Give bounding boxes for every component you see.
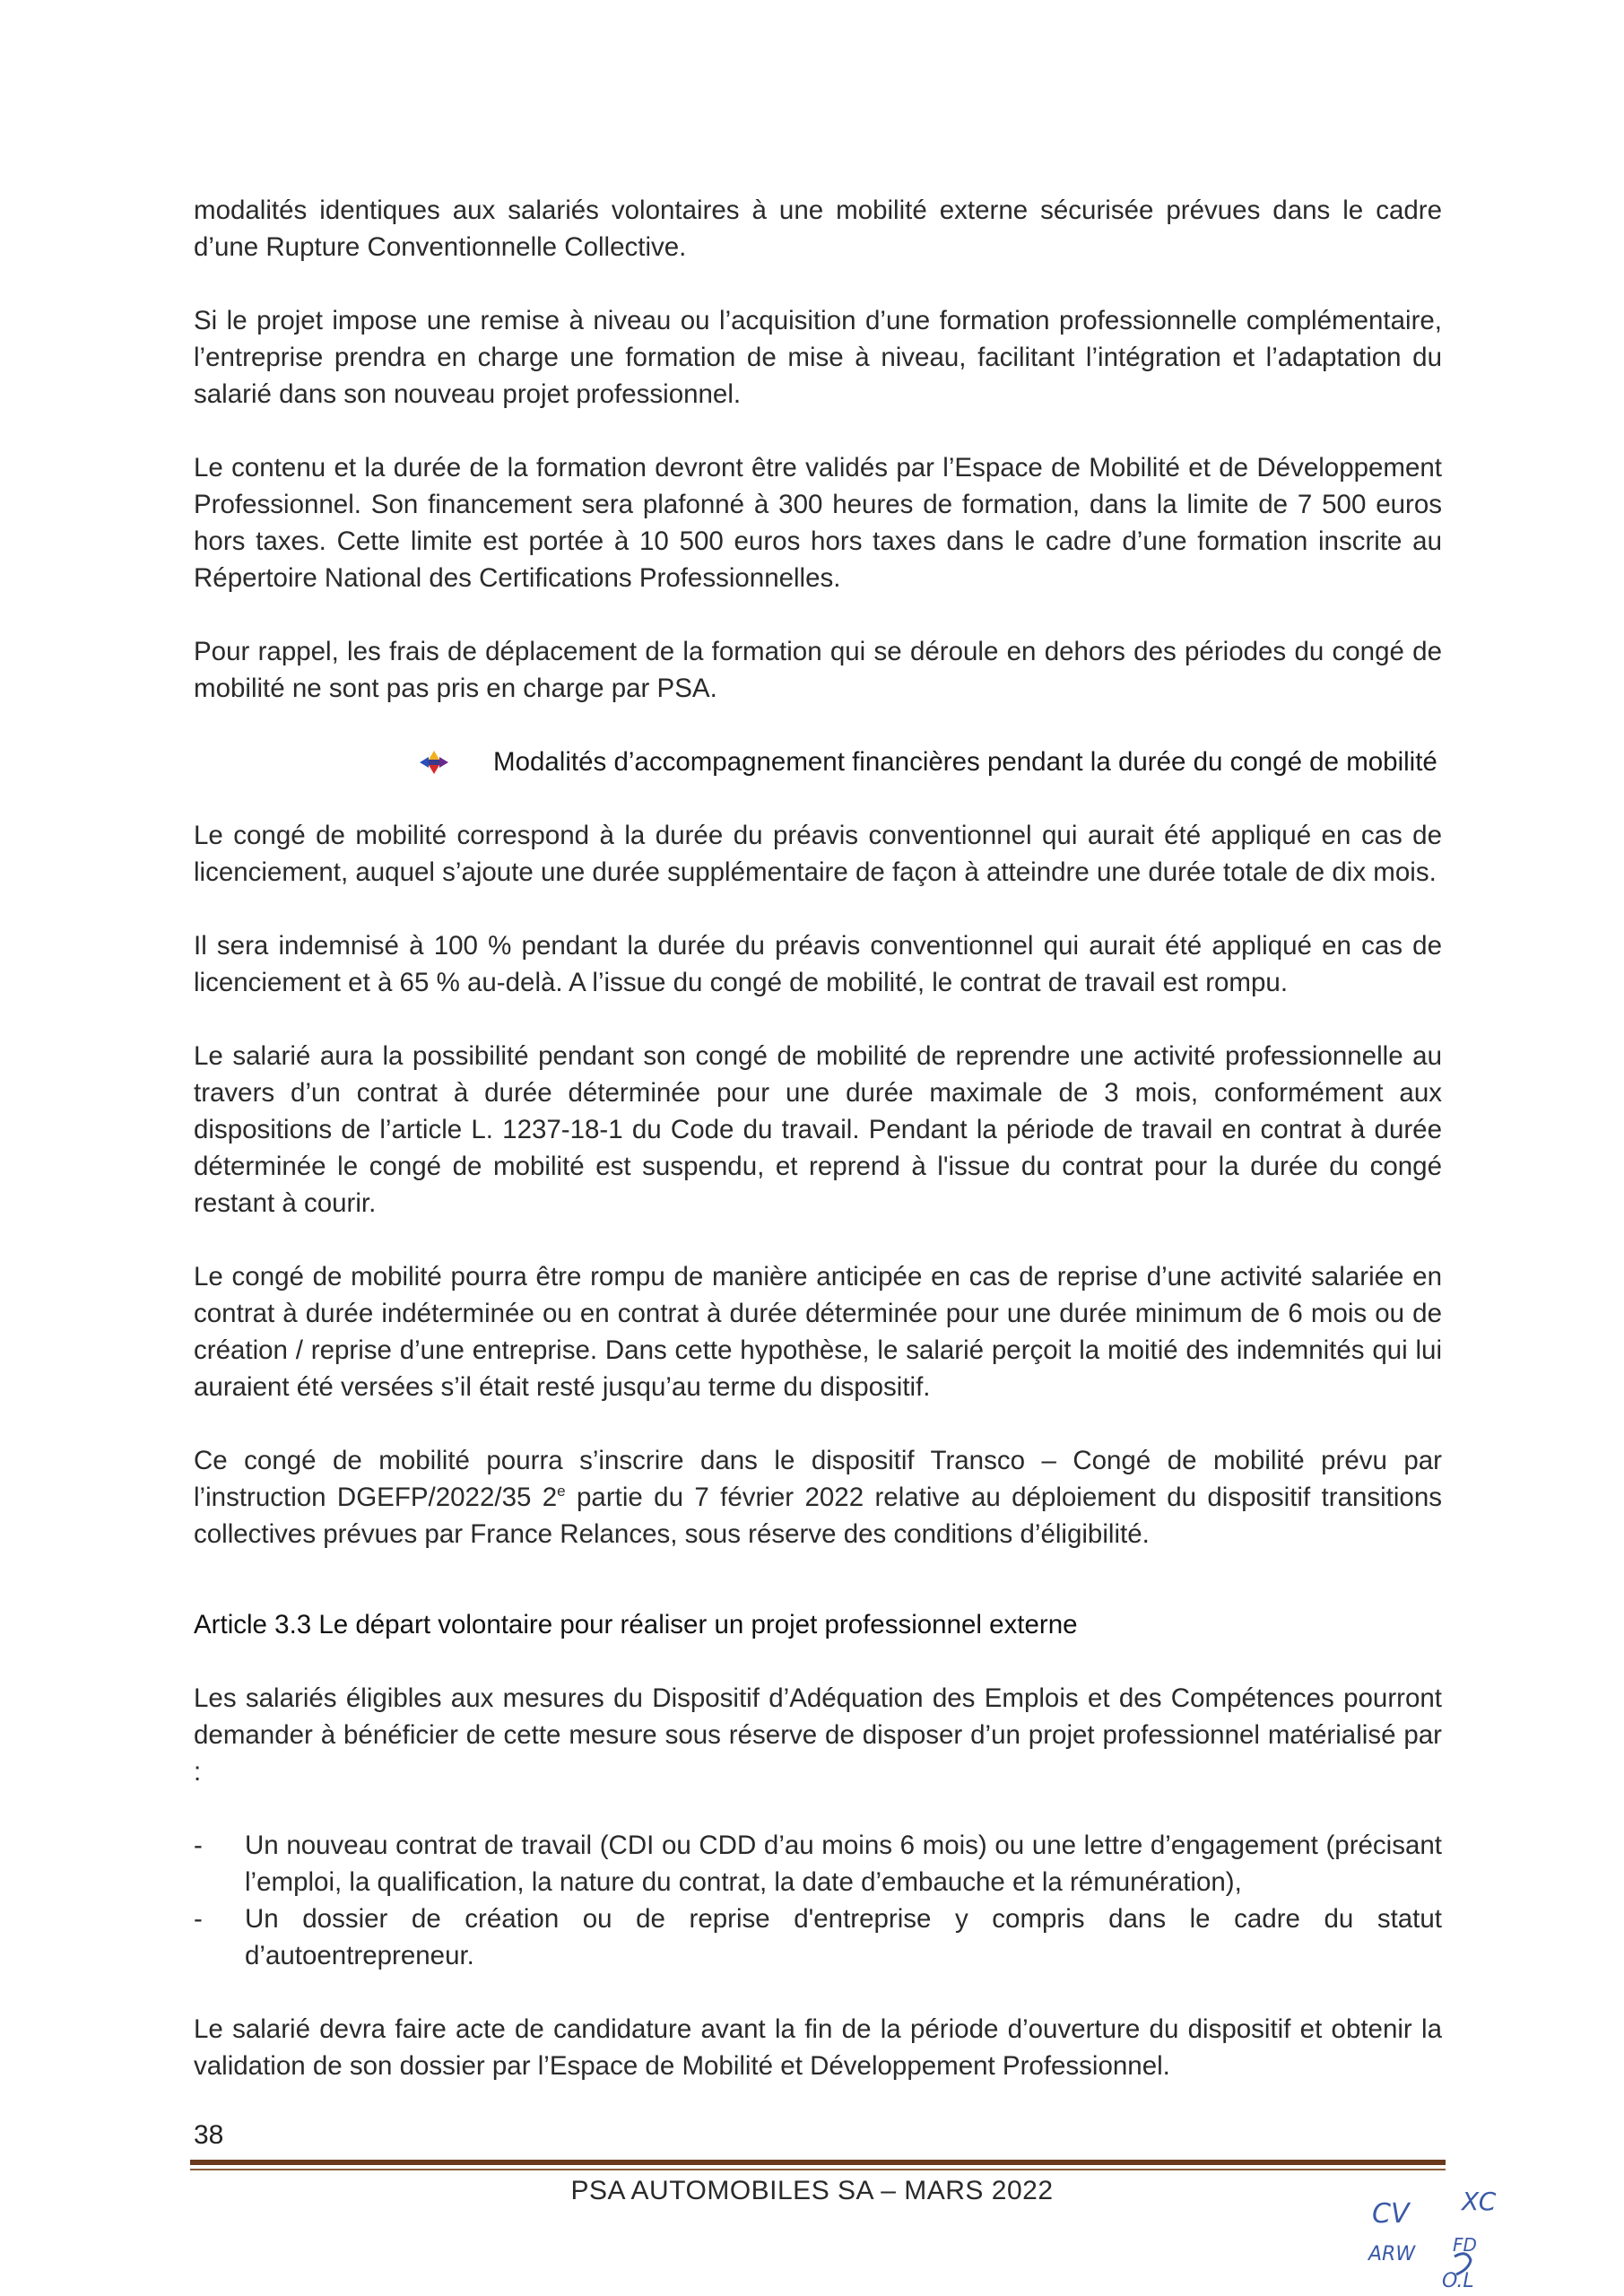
initials-ol: O.L [1442,2270,1474,2292]
paragraph-indemnisation: Il sera indemnisé à 100 % pendant la durée du préavis conventionnel qui aurait été appliqué en cas de licenciement et à 65 % au-delà. A l’issue du congé de mobilité, le contrat de travail est rompu. [194,931,1442,997]
paragraph-cdd-pendant-conge: Le salarié aura la possibilité pendant son congé de mobilité de reprendre une activité professionnelle au travers d’un contrat à durée déterminée pour une durée maximale de 3 mois, conformément aux dispositions de l’article L. 1237-18-1 du Code du travail. Pendant la période de travail en contrat à durée déterminée le congé de mobilité est suspendu, et reprend à l'issue du contrat pour la durée du congé restant à courir. [194,1041,1442,1218]
list-item [194,1900,1442,1974]
list-item [194,1827,1442,1900]
subheading-text: Modalités d’accompagnement financières pendant la durée du congé de mobilité [493,747,1437,777]
dash-marker: - [194,1904,203,1934]
conditions-list [194,1827,1442,1974]
list-item-text: Un nouveau contrat de travail (CDI ou CDD d’au moins 6 mois) ou une lettre d’engagement (précisant l’emploi, la qualification, la nature du contrat, la date d’embauche et la rémunération), [245,1831,1442,1897]
paragraph-formation-financement: Le contenu et la durée de la formation devront être validés par l’Espace de Mobilité et de Développement Professionnel. Son financement sera plafonné à 300 heures de formation, dans la limite de 7 500 euros hors taxes. Cette limite est portée à 10 500 euros hors taxes dans le cadre d’une formation inscrite au Répertoire National des Certifications Professionnelles. [194,453,1442,593]
initials-arw: ARW [1368,2243,1416,2266]
footer-rule-thin [190,2169,1446,2170]
paragraph-duree-conge: Le congé de mobilité correspond à la durée du préavis conventionnel qui aurait été appliqué en cas de licenciement, auquel s’ajoute une durée supplémentaire de façon à atteindre une durée totale de dix mois. [194,821,1442,887]
paragraph-candidature: Le salarié devra faire acte de candidature avant la fin de la période d’ouverture du dispositif et obtenir la validation de son dossier par l’Espace de Mobilité et Développement Professionnel. [194,2014,1442,2081]
initials-cv: CV [1372,2198,1410,2230]
paragraph-formation-remise-niveau: Si le projet impose une remise à niveau ou l’acquisition d’une formation professionnelle complémentaire, l’entreprise prendra en charge une formation de mise à niveau, facilitant l’intégration et l’adaptation du salarié dans son nouveau projet professionnel. [194,306,1442,409]
page-body [194,192,1442,2121]
paragraph-rupture-anticipee: Le congé de mobilité pourra être rompu de manière anticipée en cas de reprise d’une activité salariée en contrat à durée indéterminée ou en contrat à durée déterminée pour une durée minimum de 6 mois ou de création / reprise d’une entreprise. Dans cette hypothèse, le salarié perçoit la moitié des indemnités qui lui auraient été versées s’il était resté jusqu’au terme du dispositif. [194,1262,1442,1402]
subheading-modalites-financieres [194,744,1442,780]
page-number: 38 [194,2120,224,2150]
dash-marker: - [194,1831,203,1860]
initials-xc: XC [1462,2188,1497,2216]
paragraph-frais-deplacement: Pour rappel, les frais de déplacement de la formation qui se déroule en dehors des périodes du congé de mobilité ne sont pas pris en charge par PSA. [194,637,1442,703]
footer-rule [190,2160,1446,2165]
paragraph-rcc: modalités identiques aux salariés volontaires à une mobilité externe sécurisée prévues dans le cadre d’une Rupture Conventionnelle Collective. [194,196,1442,262]
handwritten-initials [1363,2188,1533,2292]
paragraph-article-intro: Les salariés éligibles aux mesures du Dispositif d’Adéquation des Emplois et des Compétences pourront demander à bénéficier de cette mesure sous réserve de disposer d’un projet professionnel matérialisé par : [194,1683,1442,1787]
article-3-3-title: Article 3.3 Le départ volontaire pour réaliser un projet professionnel externe [194,1610,1078,1639]
initials-fd: FD [1453,2234,1477,2256]
footer-text: PSA AUTOMOBILES SA – MARS 2022 [570,2176,1054,2205]
paragraph-transco: Ce congé de mobilité pourra s’inscrire dans le dispositif Transco – Congé de mobilité prévu par l’instruction DGEFP/2022/35 2e partie du 7 février 2022 relative au déploiement du dispositif transitions collectives prévues par France Relances, sous réserve des conditions d’éligibilité. [194,1446,1442,1549]
four-color-arrow-bullet-icon [418,749,450,776]
list-item-text: Un dossier de création ou de reprise d'entreprise y compris dans le cadre du statut d’autoentrepreneur. [245,1904,1442,1970]
